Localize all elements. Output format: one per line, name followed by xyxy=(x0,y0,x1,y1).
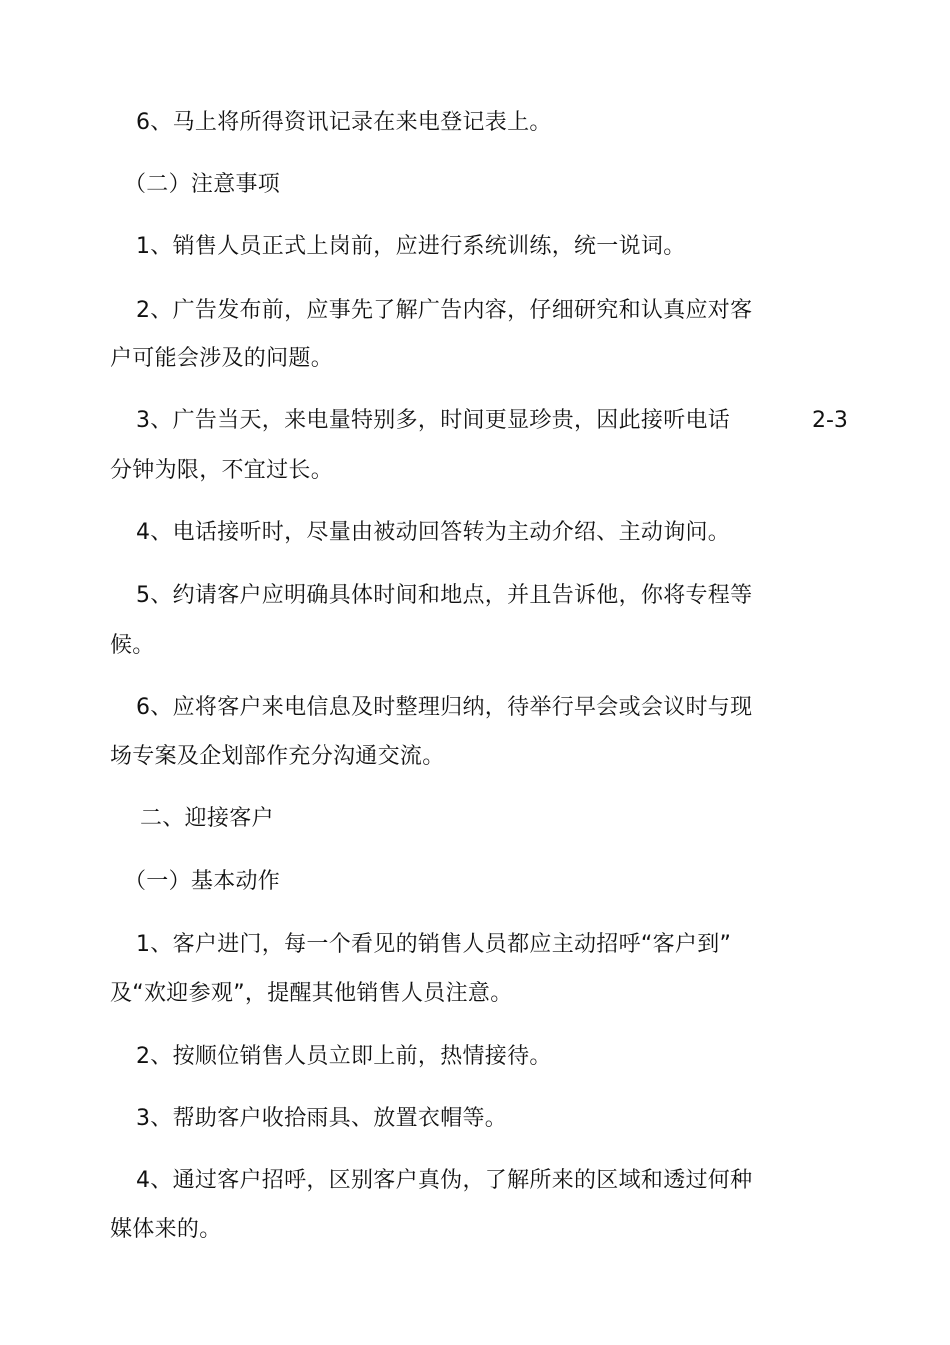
text-line: 2、广告发布前，应事先了解广告内容，仔细研究和认真应对客 xyxy=(136,298,753,323)
text-line: 2、按顺位销售人员立即上前，热情接待。 xyxy=(136,1044,552,1069)
text-line: 4、通过客户招呼，区别客户真伪，了解所来的区域和透过何种 xyxy=(136,1168,753,1193)
text-line: 4、电话接听时，尽量由被动回答转为主动介绍、主动询问。 xyxy=(136,520,731,545)
text-line: 户可能会涉及的问题。 xyxy=(110,346,334,371)
text-line: 媒体来的。 xyxy=(110,1217,222,1242)
section-heading: （一）基本动作 xyxy=(124,869,281,894)
text-line: 6、马上将所得资讯记录在来电登记表上。 xyxy=(136,110,552,135)
text-line: 分钟为限，不宜过长。 xyxy=(110,458,334,483)
text-line: 1、客户进门，每一个看见的销售人员都应主动招呼“客户到” xyxy=(136,932,732,957)
text-line: 3、广告当天，来电量特别多，时间更显珍贵，因此接听电话 xyxy=(136,408,731,433)
text-line: 1、销售人员正式上岗前，应进行系统训练，统一说词。 xyxy=(136,234,686,259)
text-line: 5、约请客户应明确具体时间和地点，并且告诉他，你将专程等 xyxy=(136,583,753,608)
section-heading: 二、迎接客户 xyxy=(140,806,274,831)
text-line: 候。 xyxy=(110,633,155,658)
text-line: 6、应将客户来电信息及时整理归纳，待举行早会或会议时与现 xyxy=(136,695,753,720)
text-line: 3、帮助客户收拾雨具、放置衣帽等。 xyxy=(136,1106,508,1131)
text-line: 场专案及企划部作充分沟通交流。 xyxy=(110,744,445,769)
section-heading: （二）注意事项 xyxy=(124,172,281,197)
text-fragment: 2-3 xyxy=(812,408,848,433)
text-line: 及“欢迎参观”，提醒其他销售人员注意。 xyxy=(110,981,513,1006)
